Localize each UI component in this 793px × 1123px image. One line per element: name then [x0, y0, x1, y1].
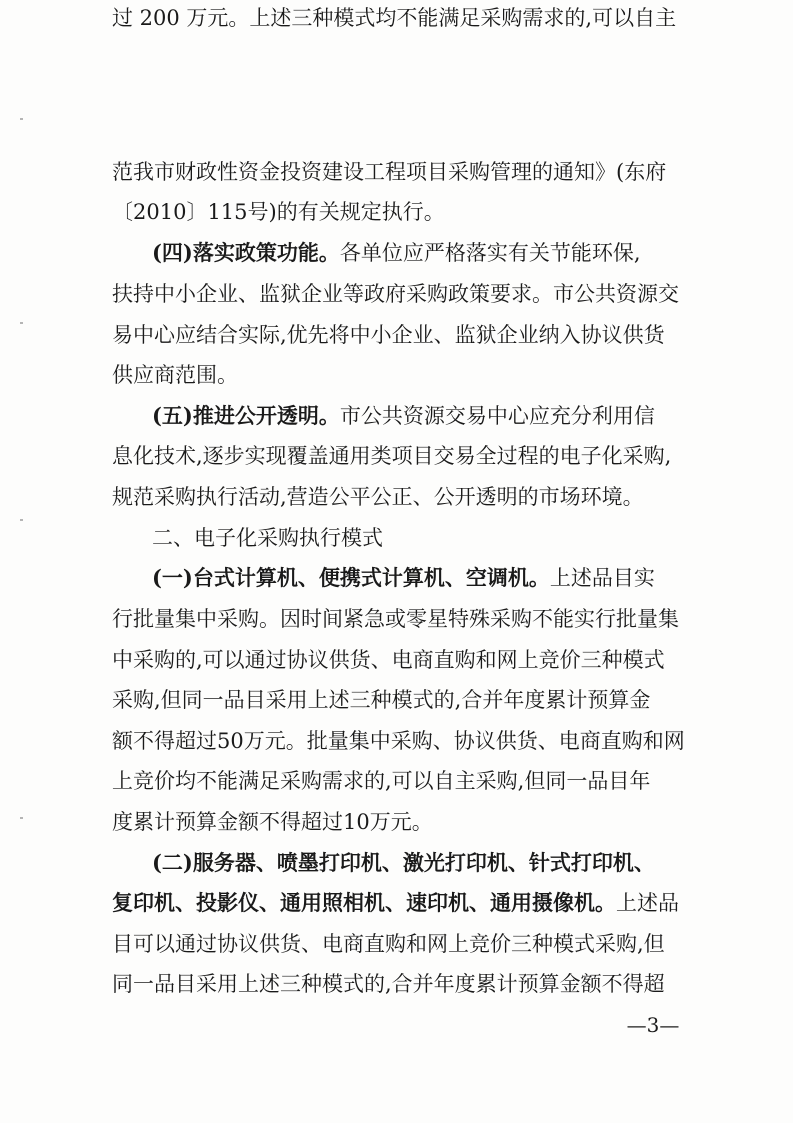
- body-text-segment: 目可以通过协议供货、电商直购和网上竞价三种模式采购,但: [112, 932, 665, 956]
- body-text-segment: 同一品目采用上述三种模式的,合并年度累计预算金额不得超: [112, 972, 665, 996]
- text-line: [112, 194, 692, 230]
- body-text-segment: 过 200 万元。上述三种模式均不能满足采购需求的,可以自主: [112, 6, 677, 30]
- binding-mark: [20, 817, 23, 819]
- body-text-segment: 各单位应严格落实有关节能环保,: [339, 241, 641, 265]
- body-text-segment: 行批量集中采购。因时间紧急或零星特殊采购不能实行批量集: [112, 607, 679, 631]
- binding-mark: [20, 519, 23, 521]
- bold-heading-text: (二)服务器、喷墨打印机、激光打印机、针式打印机、: [152, 850, 655, 875]
- text-line: [112, 682, 692, 718]
- body-text-segment: 中采购的,可以通过协议供货、电商直购和网上竞价三种模式: [112, 648, 665, 672]
- text-line: [112, 885, 692, 921]
- body-text-segment: 上竞价均不能满足采购需求的,可以自主采购,但同一品目年: [112, 769, 651, 793]
- body-text-segment: 〔2010〕115号)的有关规定执行。: [112, 200, 445, 224]
- page-number: —3—: [626, 1013, 680, 1037]
- body-text-segment: 息化技术,逐步实现覆盖通用类项目交易全过程的电子化采购,: [112, 444, 672, 468]
- text-line: [112, 926, 692, 962]
- body-text-segment: 易中心应结合实际,优先将中小企业、监狱企业纳入协议供货: [112, 323, 665, 347]
- binding-mark: [20, 118, 23, 120]
- text-line: [112, 601, 692, 637]
- body-text-segment: 扶持中小企业、监狱企业等政府采购政策要求。市公共资源交: [112, 282, 679, 306]
- body-text-segment: 二、电子化采购执行模式: [152, 526, 383, 550]
- binding-mark: [20, 322, 23, 324]
- text-line: [152, 235, 692, 271]
- text-line: [112, 317, 692, 353]
- text-line: [112, 154, 692, 190]
- text-line: [112, 357, 692, 393]
- text-line: [112, 763, 692, 799]
- bold-heading-text: (五)推进公开透明。: [152, 403, 340, 428]
- text-line: [152, 845, 692, 881]
- bold-heading-text: 复印机、投影仪、通用照相机、速印机、通用摄像机。: [112, 890, 616, 915]
- text-line: [112, 438, 692, 474]
- text-line: [112, 966, 692, 1002]
- body-text-segment: 市公共资源交易中心应充分利用信: [339, 404, 655, 428]
- body-text-segment: 规范采购执行活动,营造公平公正、公开透明的市场环境。: [112, 485, 644, 509]
- text-line: [152, 398, 692, 434]
- text-line: [112, 804, 692, 840]
- text-line: [152, 520, 692, 556]
- body-text-segment: 采购,但同一品目采用上述三种模式的,合并年度累计预算金: [112, 688, 651, 712]
- body-text-segment: 额不得超过50万元。批量集中采购、协议供货、电商直购和网: [112, 729, 685, 753]
- text-line: [152, 560, 692, 596]
- bold-heading-text: (四)落实政策功能。: [152, 240, 340, 265]
- text-line: [112, 723, 692, 759]
- body-text-segment: 度累计预算金额不得超过10万元。: [112, 810, 433, 834]
- text-line: [112, 479, 692, 515]
- body-text-segment: 上述品: [616, 891, 679, 915]
- body-text-segment: 上述品目实: [549, 566, 655, 590]
- text-line: [112, 276, 692, 312]
- text-line: [112, 0, 692, 36]
- body-text-segment: 供应商范围。: [112, 363, 238, 387]
- body-text-segment: 范我市财政性资金投资建设工程项目采购管理的通知》(东府: [112, 160, 667, 184]
- text-line: [112, 642, 692, 678]
- bold-heading-text: (一)台式计算机、便携式计算机、空调机。: [152, 565, 550, 590]
